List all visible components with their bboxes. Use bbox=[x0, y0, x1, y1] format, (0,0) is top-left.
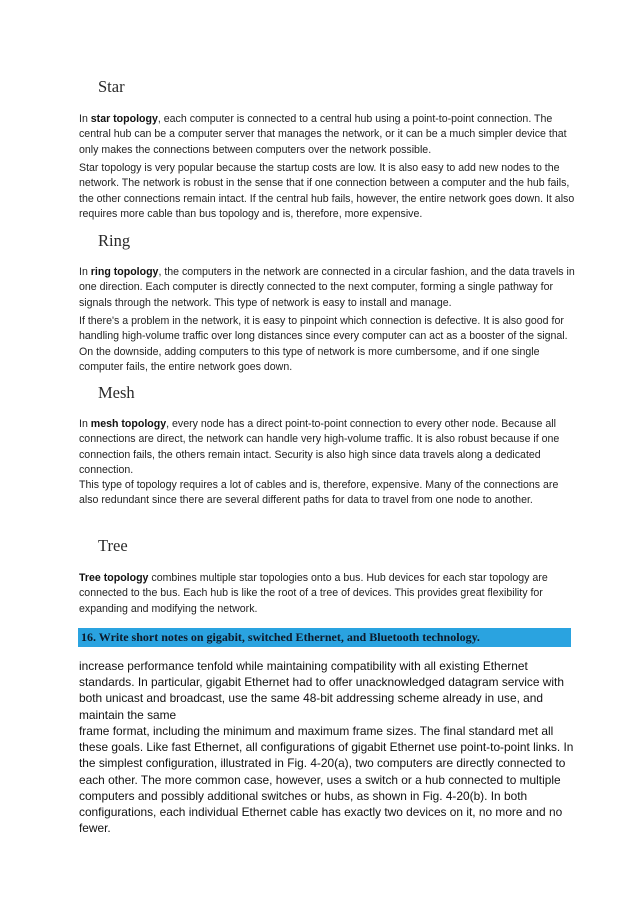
question-highlight-bar bbox=[78, 628, 571, 647]
tree-paragraph-1: Tree topology combines multiple star topologies onto a bus. Hub devices for each star topology are connected to the bus. Each hub is like the root of a tree of devices. This provides great flexibility for expanding and modifying the network. bbox=[79, 572, 548, 615]
answer-paragraph-1: increase performance tenfold while maintaining compatibility with all existing Ethernet standards. In particular, gigabit Ethernet had to offer unacknowledged datagram service with both unicast and broadcast, use the same 48-bit addressing scheme already in use, and maintain the same bbox=[79, 659, 564, 722]
answer-paragraph-2: frame format, including the minimum and maximum frame sizes. The final standard met all these goals. Like fast Ethernet, all configurations of gigabit Ethernet use point-to-point links. In the simplest configuration, illustrated in Fig. 4-20(a), two computers are directly connected to each other. The more common case, however, uses a switch or a hub connected to multiple computers and possibly additional switches or hubs, as shown in Fig. 4-20(b). In both configurations, each individual Ethernet cable has exactly two devices on it, no more and no fewer. bbox=[79, 724, 574, 836]
mesh-topology-term: mesh topology bbox=[90, 418, 167, 430]
ring-topology-term: ring topology bbox=[90, 266, 159, 278]
star-paragraph-1: In star topology, each computer is connected to a central hub using a point-to-point connection. The central hub can be a computer server that manages the network, or it can be a much simpler device that only makes the connections between computers over the network possible. bbox=[79, 113, 567, 156]
star-topology-term: star topology bbox=[90, 113, 158, 125]
tree-topology-term: Tree topology bbox=[79, 572, 149, 584]
ring-paragraph-1: In ring topology, the computers in the network are connected in a circular fashion, and the data travels in one direction. Each computer is directly connected to the next computer, forming a single pathway for signals through the network. This type of network is easy to install and manage. bbox=[79, 266, 575, 309]
question-heading: 16. Write short notes on gigabit, switched Ethernet, and Bluetooth technology. bbox=[81, 630, 480, 644]
heading-mesh: Mesh bbox=[98, 383, 135, 402]
heading-star: Star bbox=[98, 77, 125, 96]
heading-tree: Tree bbox=[98, 536, 128, 555]
star-paragraph-2: Star topology is very popular because the startup costs are low. It is also easy to add new nodes to the network. The network is robust in the sense that if one connection between a computer and the hub fails, the other connections remain intact. If the central hub fails, however, the entire network goes down. It also requires more cable than bus topology and is, therefore, more expensive. bbox=[79, 162, 575, 221]
mesh-paragraph-2: This type of topology requires a lot of cables and is, therefore, expensive. Many of the connections are also redundant since there are several different paths for data to travel from one node to another. bbox=[79, 479, 559, 507]
ring-paragraph-2: If there's a problem in the network, it is easy to pinpoint which connection is defective. It is also good for handling high-volume traffic over long distances since every computer can act as a booster of the signal. On the downside, adding computers to this type of network is more cumbersome, and if one single computer fails, the entire network goes down. bbox=[79, 315, 568, 374]
heading-ring: Ring bbox=[98, 231, 131, 250]
mesh-paragraph-1: In mesh topology, every node has a direct point-to-point connection to every other node. Because all connections are direct, the network can handle very high-volume traffic. It is also robust because if one connection fails, the others remain intact. Security is also high since data travels along a dedicated connection. bbox=[79, 418, 560, 477]
